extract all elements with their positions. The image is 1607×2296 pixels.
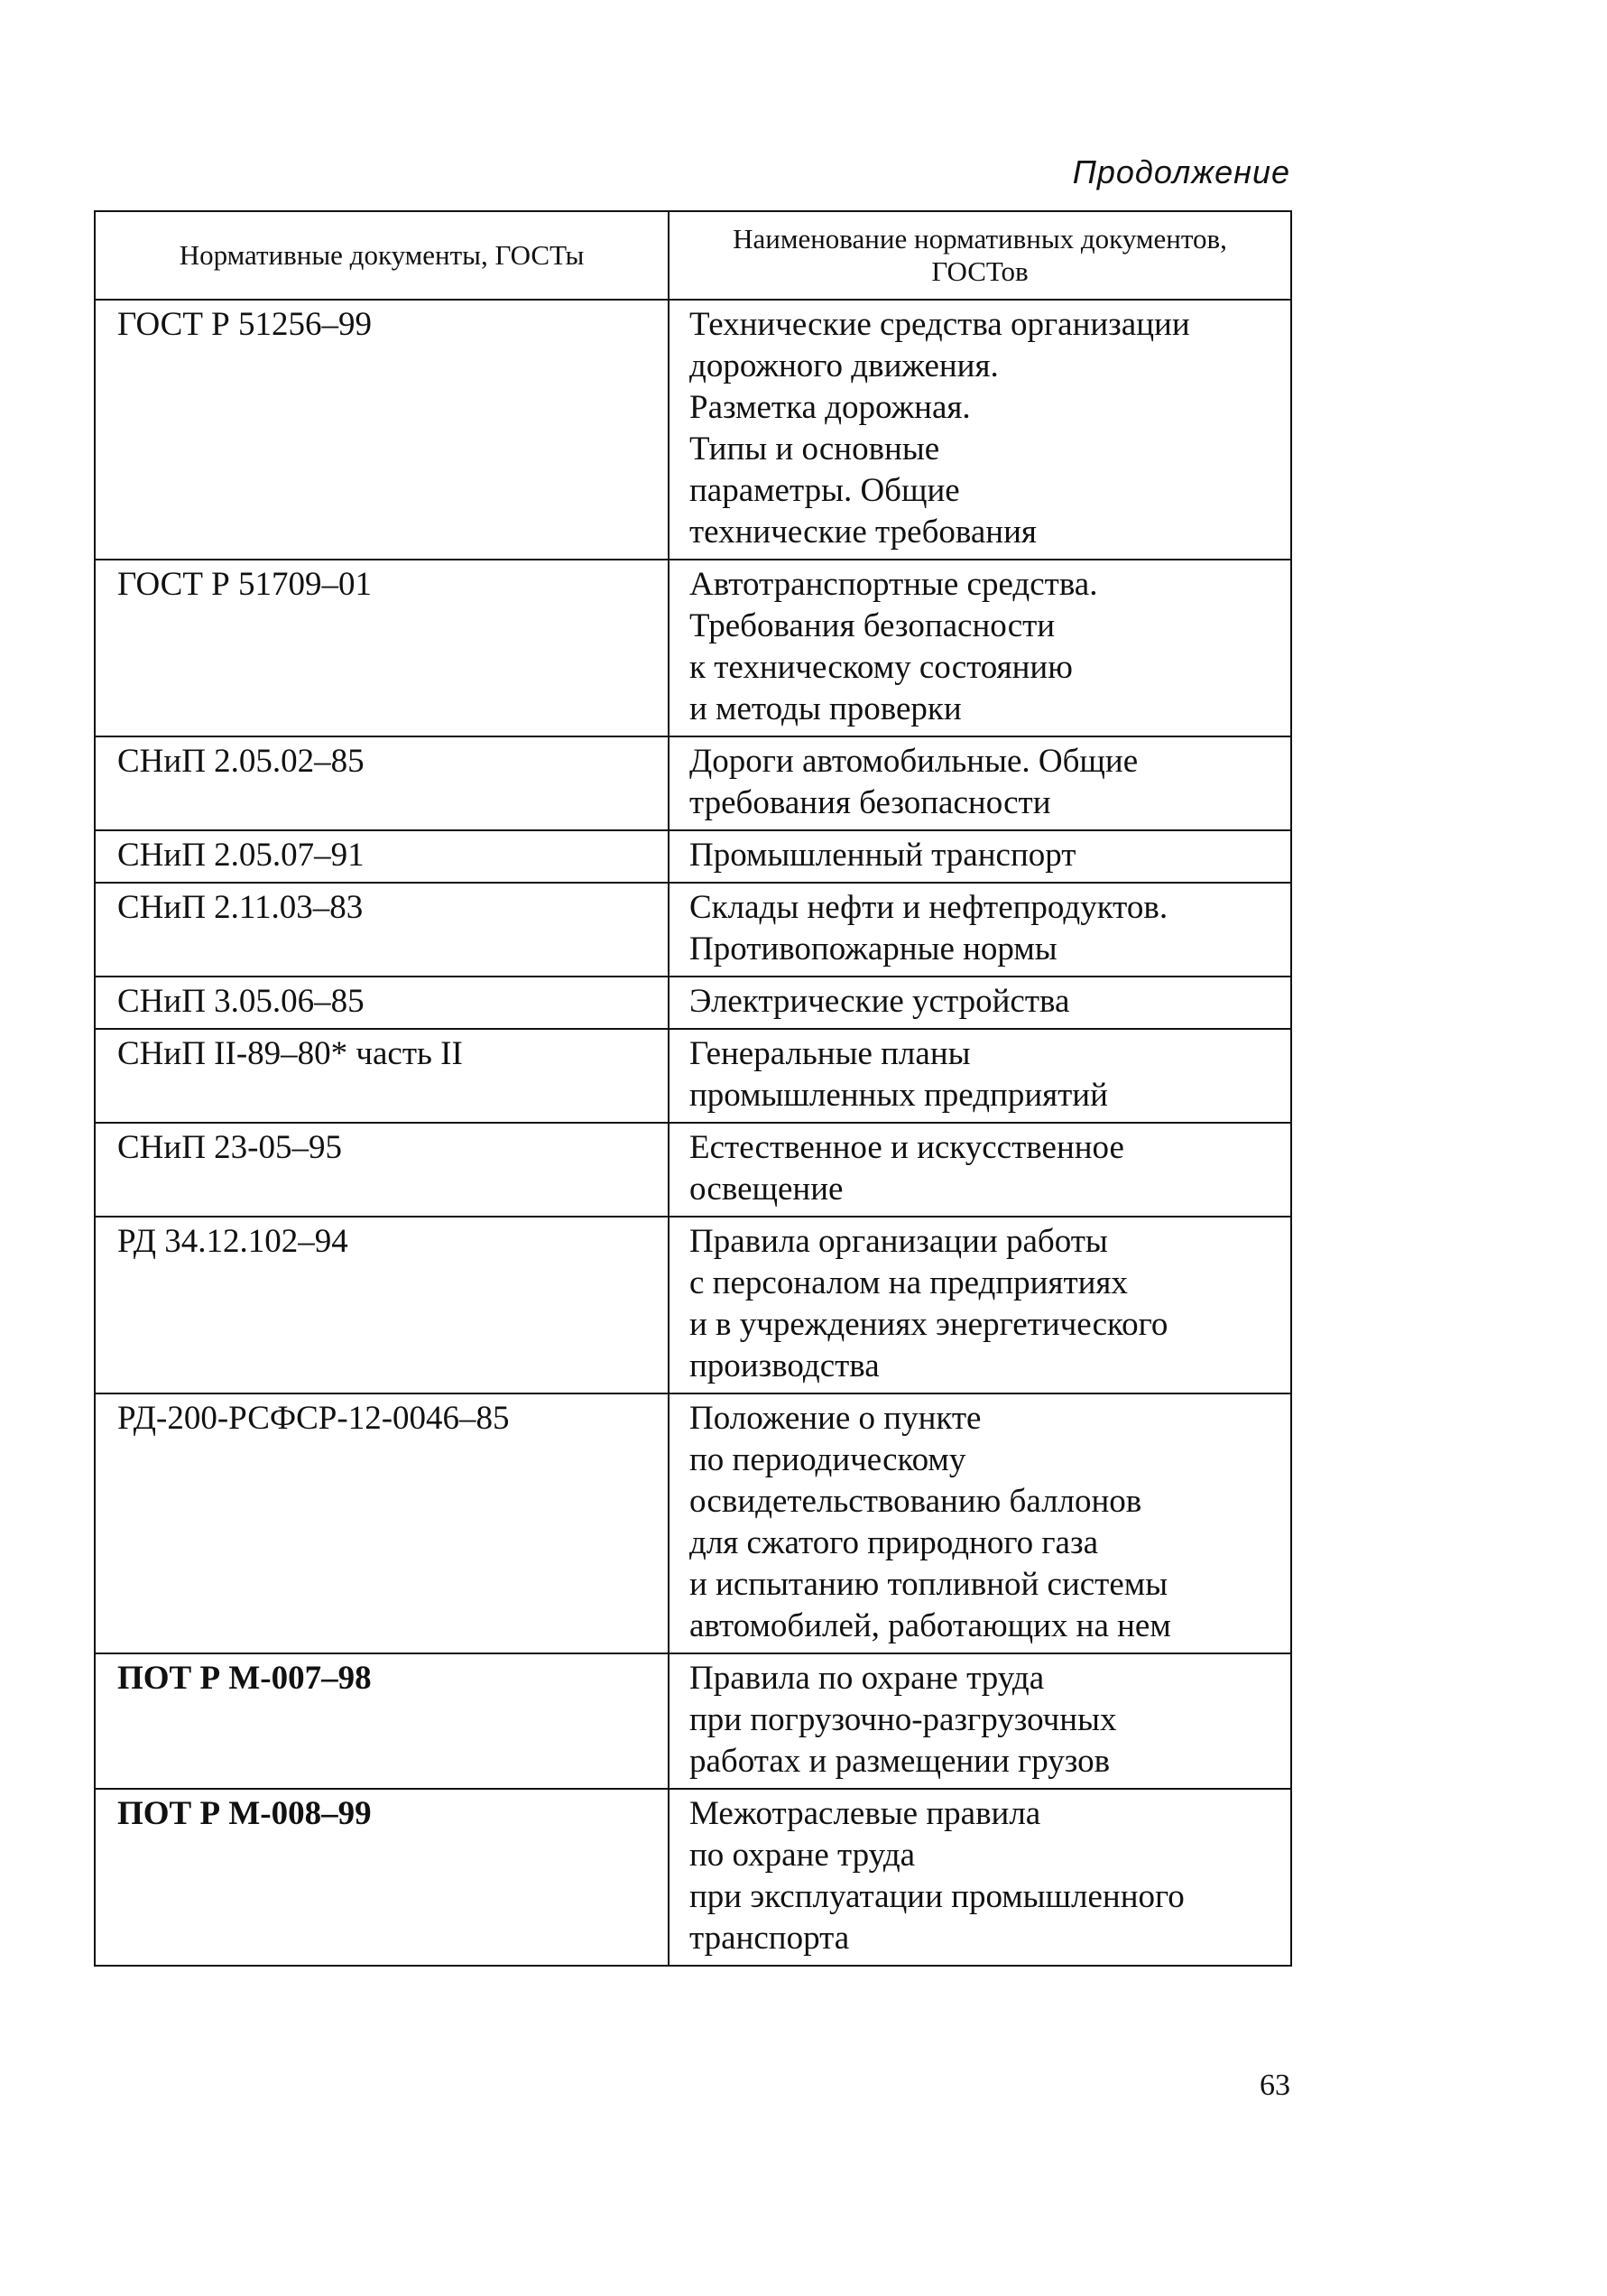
document-code: СНиП 2.11.03–83: [95, 883, 669, 977]
document-code: ГОСТ Р 51709–01: [95, 560, 669, 736]
document-code: РД 34.12.102–94: [95, 1217, 669, 1393]
document-name: Генеральные планы промышленных предприятий: [669, 1029, 1291, 1123]
table-row: [95, 883, 1291, 977]
document-name: Естественное и искусственное освещение: [669, 1123, 1291, 1217]
document-code: СНиП II-89–80* часть II: [95, 1029, 669, 1123]
column-header-documents: Нормативные документы, ГОСТы: [95, 211, 669, 300]
document-code: РД-200-РСФСР-12-0046–85: [95, 1393, 669, 1653]
table-row: [95, 1217, 1291, 1393]
document-name: Дороги автомобильные. Общие требования безопасности: [669, 736, 1291, 830]
table-row: [95, 300, 1291, 560]
document-name: Автотранспортные средства. Требования безопасности к техническому состоянию и методы проверки: [669, 560, 1291, 736]
document-code: СНиП 23-05–95: [95, 1123, 669, 1217]
document-name: Правила по охране труда при погрузочно-разгрузочных работах и размещении грузов: [669, 1653, 1291, 1789]
table-row: [95, 1123, 1291, 1217]
table-row: [95, 1029, 1291, 1123]
table-row: [95, 1393, 1291, 1653]
page-number: 63: [1260, 2069, 1290, 2102]
column-header-names: Наименование нормативных документов, ГОСТов: [669, 211, 1291, 300]
table-row: [95, 560, 1291, 736]
table-row: [95, 830, 1291, 883]
document-name: Склады нефти и нефтепродуктов. Противопожарные нормы: [669, 883, 1291, 977]
document-name: Технические средства организации дорожного движения. Разметка дорожная. Типы и основные параметры. Общие технические требования: [669, 300, 1291, 560]
document-code: ГОСТ Р 51256–99: [95, 300, 669, 560]
document-code: СНиП 3.05.06–85: [95, 977, 669, 1029]
table-row: [95, 736, 1291, 830]
document-code: ПОТ Р М-008–99: [95, 1789, 669, 1966]
document-name: Положение о пункте по периодическому освидетельствованию баллонов для сжатого природного газа и испытанию топливной системы автомобилей, работающих на нем: [669, 1393, 1291, 1653]
continuation-label: Продолжение: [1072, 153, 1290, 190]
document-name: Межотраслевые правила по охране труда при эксплуатации промышленного транспорта: [669, 1789, 1291, 1966]
document-code: СНиП 2.05.02–85: [95, 736, 669, 830]
table-row: [95, 977, 1291, 1029]
table-row: [95, 1789, 1291, 1966]
document-name: Промышленный транспорт: [669, 830, 1291, 883]
normative-documents-table: [94, 210, 1292, 1967]
table-row: [95, 1653, 1291, 1789]
table-header-row: [95, 211, 1291, 300]
document-name: Электрические устройства: [669, 977, 1291, 1029]
document-code: ПОТ Р М-007–98: [95, 1653, 669, 1789]
document-code: СНиП 2.05.07–91: [95, 830, 669, 883]
document-name: Правила организации работы с персоналом на предприятиях и в учреждениях энергетического производства: [669, 1217, 1291, 1393]
